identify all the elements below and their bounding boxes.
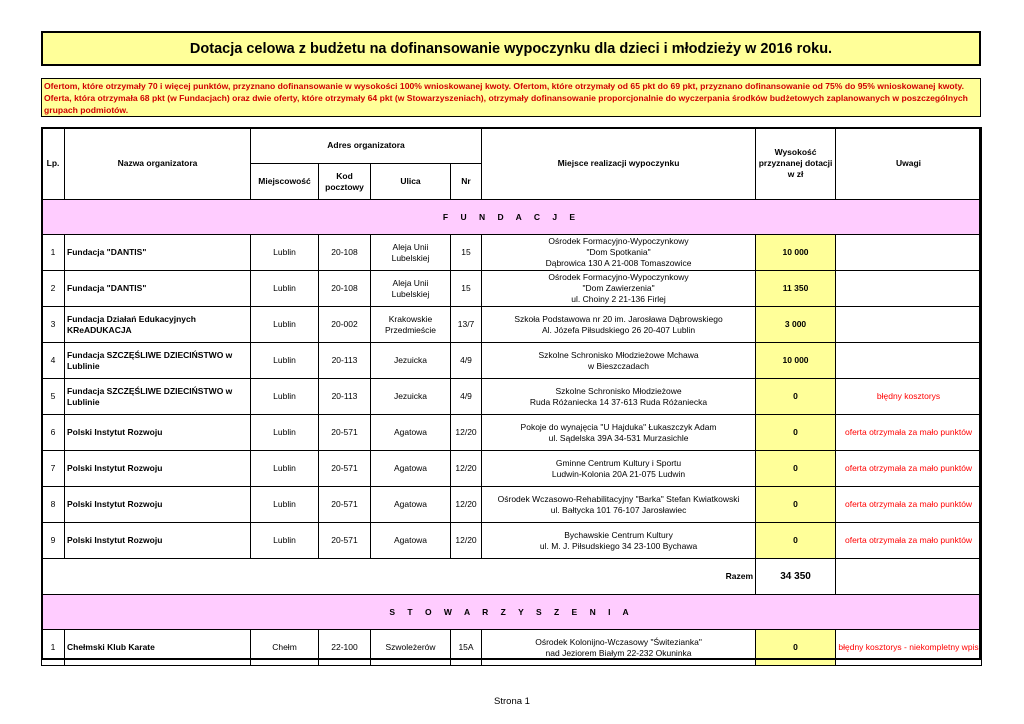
row-organizer-name: Polski Instytut Rozwoju <box>65 451 251 487</box>
row-amount: 3 000 <box>756 307 836 343</box>
place-line: ul. Choiny 2 21-136 Firlej <box>571 294 666 304</box>
header-zip: Kod pocztowy <box>319 164 371 200</box>
row-street: Jezuicka <box>371 343 451 379</box>
row-remark <box>836 271 982 307</box>
row-lp: 8 <box>42 487 65 523</box>
row-zip: 20-108 <box>319 235 371 271</box>
row-nr: 13/7 <box>451 307 482 343</box>
row-nr: 15A <box>451 630 482 666</box>
row-remark: oferta otrzymała za mało punktów <box>836 487 982 523</box>
row-street: Aleja Unii Lubelskiej <box>371 235 451 271</box>
row-organizer-name: Fundacja "DANTIS" <box>65 235 251 271</box>
total-remark <box>836 559 982 595</box>
row-place <box>482 271 756 307</box>
row-organizer-name: Polski Instytut Rozwoju <box>65 487 251 523</box>
row-remark: oferta otrzymała za mało punktów <box>836 523 982 559</box>
place-line: w Bieszczadach <box>588 360 649 371</box>
row-amount: 10 000 <box>756 235 836 271</box>
row-lp: 1 <box>42 235 65 271</box>
row-lp: 6 <box>42 415 65 451</box>
row-amount: 0 <box>756 415 836 451</box>
row-lp: 3 <box>42 307 65 343</box>
table-row <box>42 487 982 523</box>
row-nr: 15 <box>451 271 482 307</box>
row-city: Lublin <box>251 235 319 271</box>
row-place <box>482 343 756 379</box>
row-nr: 12/20 <box>451 415 482 451</box>
place-line: ul. M. J. Piłsudskiego 34 23-100 Bychawa <box>539 540 698 551</box>
place-line: Dąbrowica 130 A 21-008 Tomaszowice <box>545 258 692 268</box>
table-row <box>42 271 982 307</box>
row-organizer-name: Fundacja "DANTIS" <box>65 271 251 307</box>
header-place: Miejsce realizacji wypoczynku <box>482 128 756 200</box>
row-zip: 20-571 <box>319 451 371 487</box>
place-line: Szkolne Schronisko Młodzieżowe Mchawa <box>538 349 699 360</box>
row-lp: 2 <box>42 271 65 307</box>
place-line: Bychawskie Centrum Kultury <box>564 529 673 540</box>
row-organizer-name: Polski Instytut Rozwoju <box>65 523 251 559</box>
row-lp: 9 <box>42 523 65 559</box>
place-line: Ruda Różaniecka 14 37-613 Ruda Różaniecka <box>529 396 708 407</box>
table-row <box>42 343 982 379</box>
table-row <box>42 235 982 271</box>
place-line: Szkoła Podstawowa nr 20 im. Jarosława Dąbrowskiego <box>514 313 723 324</box>
row-remark: oferta otrzymała za mało punktów <box>836 415 982 451</box>
row-organizer-name: Chełmski Klub Karate <box>65 630 251 666</box>
row-nr: 12/20 <box>451 523 482 559</box>
row-city: Lublin <box>251 307 319 343</box>
row-zip: 20-571 <box>319 523 371 559</box>
row-city: Lublin <box>251 487 319 523</box>
row-zip: 20-113 <box>319 343 371 379</box>
row-street: Jezuicka <box>371 379 451 415</box>
header-city: Miejscowość <box>251 164 319 200</box>
scoring-note: Ofertom, które otrzymały 70 i więcej punktów, przyznano dofinansowanie w wysokości 100% wnioskowanej kwoty. Ofertom, które otrzymały od 65 pkt do 69 pkt, przyznano dofinansowanie od 75% do 95% wnioskowanej kwoty. Oferta, która otrzymała 68 pkt (w Fundacjach) oraz dwie oferty, które otrzymały 64 pkt (w Stowarzyszeniach), otrzymały dofinansowanie proporcjonalnie do wyczerpania środków budżetowych zaplanowanych w poszczególnych grupach podmiotów. <box>41 78 981 117</box>
row-place <box>482 630 756 666</box>
row-city: Lublin <box>251 415 319 451</box>
row-amount: 0 <box>756 523 836 559</box>
row-city: Lublin <box>251 271 319 307</box>
table-row <box>42 523 982 559</box>
row-lp: 4 <box>42 343 65 379</box>
place-line: nad Jeziorem Białym 22-232 Okuninka <box>545 647 692 658</box>
row-remark: błędny kosztorys - niekompletny wpis <box>836 630 982 666</box>
row-remark <box>836 343 982 379</box>
row-place <box>482 451 756 487</box>
row-amount: 0 <box>756 451 836 487</box>
row-lp: 1 <box>42 630 65 666</box>
place-line: ul. Bałtycka 101 76-107 Jarosławiec <box>550 504 687 515</box>
page-number: Strona 1 <box>494 696 530 707</box>
place-line: "Dom Spotkania" <box>586 247 651 257</box>
place-line: Ośrodek Formacyjno-Wypoczynkowy <box>548 272 689 282</box>
row-place <box>482 487 756 523</box>
table-row <box>42 415 982 451</box>
row-zip: 20-108 <box>319 271 371 307</box>
row-organizer-name: Fundacja SZCZĘŚLIWE DZIECIŃSTWO w Lublinie <box>65 343 251 379</box>
row-nr: 4/9 <box>451 379 482 415</box>
row-city: Lublin <box>251 379 319 415</box>
row-organizer-name: Fundacja SZCZĘŚLIWE DZIECIŃSTWO w Lublinie <box>65 379 251 415</box>
row-organizer-name: Fundacja Działań Edukacyjnych KReADUKACJA <box>65 307 251 343</box>
row-street: Agatowa <box>371 523 451 559</box>
header-address: Adres organizatora <box>251 128 482 164</box>
row-city: Chełm <box>251 630 319 666</box>
row-amount: 0 <box>756 630 836 666</box>
row-street: Aleja Unii Lubelskiej <box>371 271 451 307</box>
row-amount: 10 000 <box>756 343 836 379</box>
row-street: Krakowskie Przedmieście <box>371 307 451 343</box>
total-amount: 34 350 <box>756 559 836 595</box>
row-lp: 5 <box>42 379 65 415</box>
place-line: Pokoje do wynajęcia "U Hajduka" Łukaszczyk Adam <box>520 421 717 432</box>
place-line: Ośrodek Kolonijno-Wczasowy "Świtezianka" <box>535 636 702 647</box>
row-zip: 20-571 <box>319 487 371 523</box>
row-amount: 11 350 <box>756 271 836 307</box>
row-remark <box>836 307 982 343</box>
place-line: "Dom Zawierzenia" <box>582 283 655 293</box>
row-amount: 0 <box>756 379 836 415</box>
document-title: Dotacja celowa z budżetu na dofinansowanie wypoczynku dla dzieci i młodzieży w 2016 roku. <box>41 31 981 66</box>
row-city: Lublin <box>251 523 319 559</box>
section-header: F U N D A C J E <box>42 200 982 235</box>
row-street: Agatowa <box>371 415 451 451</box>
row-lp: 7 <box>42 451 65 487</box>
row-place <box>482 379 756 415</box>
table-row <box>42 379 982 415</box>
row-street: Agatowa <box>371 451 451 487</box>
table-row <box>42 307 982 343</box>
row-zip: 20-002 <box>319 307 371 343</box>
table-row <box>42 630 982 666</box>
place-line: Al. Józefa Piłsudskiego 26 20-407 Lublin <box>541 324 696 335</box>
row-nr: 15 <box>451 235 482 271</box>
row-zip: 22-100 <box>319 630 371 666</box>
place-line: Gminne Centrum Kultury i Sportu <box>555 457 682 468</box>
table-row <box>42 451 982 487</box>
place-line: Ludwin-Kolonia 20A 21-075 Ludwin <box>551 468 686 479</box>
header-amount: Wysokość przyznanej dotacji w zł <box>756 128 836 200</box>
row-place <box>482 415 756 451</box>
row-nr: 12/20 <box>451 487 482 523</box>
total-label: Razem <box>42 559 756 595</box>
place-line: Szkolne Schronisko Młodzieżowe <box>555 385 682 396</box>
place-line: Ośrodek Formacyjno-Wypoczynkowy <box>548 236 689 246</box>
row-zip: 20-571 <box>319 415 371 451</box>
row-remark <box>836 235 982 271</box>
section-header: S T O W A R Z Y S Z E N I A <box>42 595 982 630</box>
row-place <box>482 523 756 559</box>
grants-table <box>41 127 982 666</box>
row-place <box>482 235 756 271</box>
row-city: Lublin <box>251 343 319 379</box>
row-nr: 12/20 <box>451 451 482 487</box>
row-remark: błędny kosztorys <box>836 379 982 415</box>
row-place <box>482 307 756 343</box>
header-lp: Lp. <box>42 128 65 200</box>
row-organizer-name: Polski Instytut Rozwoju <box>65 415 251 451</box>
header-street: Ulica <box>371 164 451 200</box>
row-nr: 4/9 <box>451 343 482 379</box>
header-name: Nazwa organizatora <box>65 128 251 200</box>
row-street: Szwoleżerów <box>371 630 451 666</box>
row-street: Agatowa <box>371 487 451 523</box>
place-line: ul. Sądelska 39A 34-531 Murzasichle <box>548 432 689 443</box>
row-remark: oferta otrzymała za mało punktów <box>836 451 982 487</box>
place-line: Ośrodek Wczasowo-Rehabilitacyjny "Barka" Stefan Kwiatkowski <box>497 493 740 504</box>
header-nr: Nr <box>451 164 482 200</box>
row-city: Lublin <box>251 451 319 487</box>
header-remarks: Uwagi <box>836 128 982 200</box>
row-zip: 20-113 <box>319 379 371 415</box>
row-amount: 0 <box>756 487 836 523</box>
